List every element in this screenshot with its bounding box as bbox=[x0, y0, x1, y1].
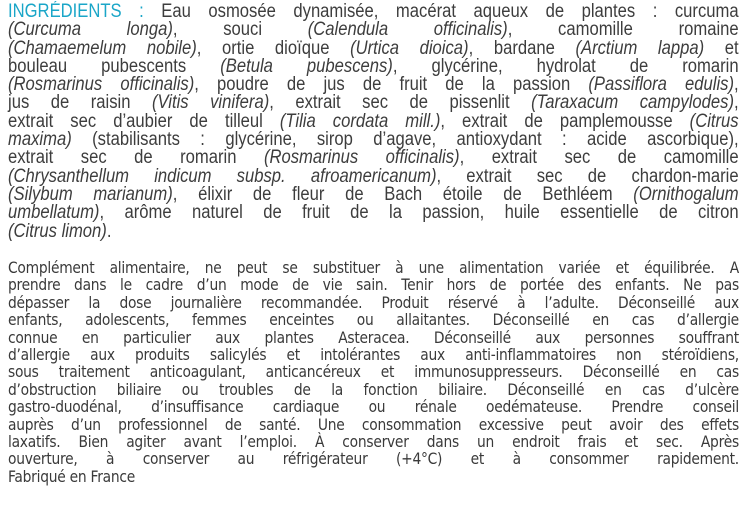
latin-name: (Chrysanthellum indicum subsp. afroamericanum) bbox=[8, 165, 437, 187]
advice-line: gastro-duodénal, d’insuffisance cardiaque ou rénale oedémateuse. Prendre conseil bbox=[8, 397, 739, 417]
ingredients-line bbox=[8, 204, 739, 222]
ingredient-text: , souci bbox=[172, 19, 308, 41]
ingredient-text: , glycérine, hydrolat de romarin bbox=[392, 55, 739, 77]
latin-name: (Arctium lappa) bbox=[575, 37, 705, 59]
ingredient-text: , extrait sec de camomille bbox=[459, 147, 739, 169]
advice-line: d’allergie aux produits salicylés et intolérantes aux anti-inflammatoires non stéroïdiens, bbox=[8, 344, 739, 364]
advice-line: laxatifs. Bien agiter avant l’emploi. À conserver dans un endroit frais et sec. Après bbox=[8, 431, 739, 451]
ingredient-text: , extrait de pamplemousse bbox=[440, 110, 690, 132]
ingredients-line bbox=[8, 220, 739, 242]
advice-line: d’obstruction biliaire ou troubles de la fonction biliaire. Déconseillé en cas d’ulcère bbox=[8, 379, 739, 399]
ingredient-text: , ortie dioïque bbox=[196, 37, 351, 59]
latin-name: (Citrus bbox=[689, 110, 739, 132]
latin-name: (Curcuma longa) bbox=[8, 19, 173, 41]
ingredient-text: , poudre de jus de fruit de la passion bbox=[194, 74, 589, 96]
latin-name: (Rosmarinus officinalis) bbox=[8, 74, 195, 96]
ingredient-text: Eau osmosée dynamisée, macérat aqueux de plantes : curcuma bbox=[143, 1, 739, 22]
latin-name: (Vitis vinifera) bbox=[151, 92, 270, 114]
latin-name: (Silybum marianum) bbox=[8, 183, 173, 205]
latin-name: (Chamaemelum nobile) bbox=[8, 37, 197, 59]
advice-line: sous traitement anticoagulant, anticancéreux et immunosuppresseurs. Déconseillé en cas bbox=[8, 362, 739, 382]
ingredient-text: (stabilisants : glycérine, sirop d’agave, antioxydant : acide ascorbique), bbox=[71, 129, 739, 151]
latin-name: (Betula pubescens) bbox=[220, 55, 393, 77]
ingredient-text: bouleau pubescents bbox=[8, 55, 221, 77]
advice-line: enfants, adolescents, femmes enceintes ou allaitantes. Déconseillé en cas d’allergie bbox=[8, 310, 739, 330]
advice-line: prendre dans le cadre d’un mode de vie sain. Tenir hors de portée des enfants. Ne pas bbox=[8, 275, 739, 295]
advice-line: connue en particulier aux plantes Asteracea. Déconseillé aux personnes souffrant bbox=[8, 327, 739, 347]
ingredient-text: . bbox=[106, 220, 112, 242]
usage-advice bbox=[8, 259, 748, 485]
latin-name: umbellatum) bbox=[8, 202, 100, 224]
latin-name: (Taraxacum campylodes) bbox=[531, 92, 735, 114]
advice-paragraph bbox=[8, 259, 748, 468]
ingredient-text: , extrait sec de pissenlit bbox=[269, 92, 532, 114]
ingredient-text: et bbox=[704, 37, 739, 59]
ingredient-text: , bardane bbox=[468, 37, 576, 59]
advice-line: auprès d’un professionnel de santé. Une consommation excessive peut avoir des effets bbox=[8, 414, 739, 434]
latin-name: (Rosmarinus officinalis) bbox=[263, 147, 460, 169]
origin-text: Fabriqué en France bbox=[8, 466, 136, 486]
ingredient-text: , bbox=[734, 92, 739, 114]
ingredient-text: jus de raisin bbox=[8, 92, 152, 114]
latin-name: (Citrus limon) bbox=[8, 220, 107, 242]
ingredient-text: , arôme naturel de fruit de la passion, huile essentielle de citron bbox=[99, 202, 739, 224]
ingredients-heading: INGRÉDIENTS : bbox=[8, 1, 144, 22]
advice-line: ouverture, à conserver au réfrigérateur (+4°C) et à consommer rapidement. bbox=[8, 449, 739, 469]
latin-name: (Calendula officinalis) bbox=[307, 19, 508, 41]
ingredient-text: , bbox=[734, 74, 739, 96]
latin-name: (Ornithogalum bbox=[633, 183, 739, 205]
ingredient-text: extrait sec de romarin bbox=[8, 147, 264, 169]
latin-name: maxima) bbox=[8, 129, 72, 151]
latin-name: (Tilia cordata mill.) bbox=[279, 110, 441, 132]
latin-name: (Passiflora edulis) bbox=[588, 74, 735, 96]
ingredient-text: , élixir de fleur de Bach étoile de Bethléem bbox=[172, 183, 634, 205]
ingredient-text: extrait sec d’aubier de tilleul bbox=[8, 110, 280, 132]
advice-line: dépasser la dose journalière recommandée. Produit réservé à l’adulte. Déconseillé aux bbox=[8, 292, 739, 312]
latin-name: (Urtica dioica) bbox=[350, 37, 469, 59]
ingredients-list bbox=[8, 3, 748, 241]
ingredient-text: , camomille romaine bbox=[507, 19, 739, 41]
ingredient-text: , extrait sec de chardon-marie bbox=[436, 165, 739, 187]
advice-line: Complément alimentaire, ne peut se substituer à une alimentation variée et équilibrée. A bbox=[8, 258, 739, 277]
